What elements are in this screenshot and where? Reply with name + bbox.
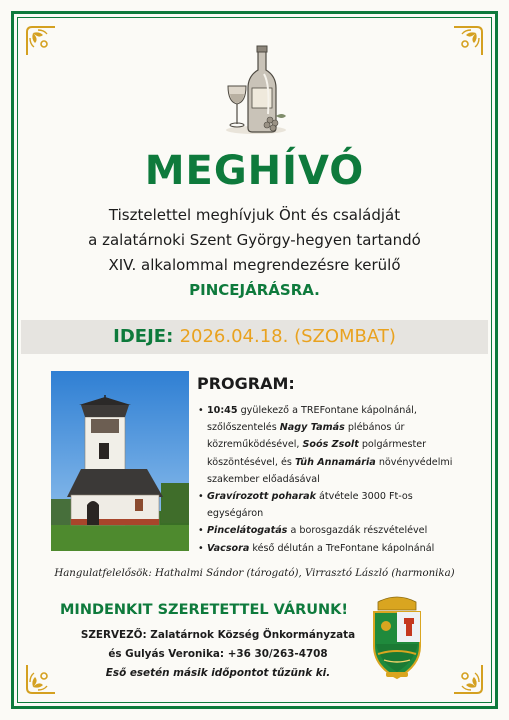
corner-ornament-icon	[24, 662, 58, 696]
corner-ornament-icon	[24, 24, 58, 58]
intro-line: XIV. alkalommal megrendezésre kerülő	[108, 256, 401, 274]
organizer-contact: és Gulyás Veronika: +36 30/263-4708	[108, 648, 328, 660]
program-item: • 10:45 gyülekező a TREFontane kápolnánál, szőlőszentelés Nagy Tamás plébános úr közreműködésével, Soós Zsolt polgármester köszöntésével, és Tüh Annamária növényvédelmi szakember előadásával	[198, 402, 470, 488]
welcome-message: MINDENKIT SZERETETTEL VÁRUNK!	[60, 602, 349, 618]
corner-ornament-icon	[451, 662, 485, 696]
date-label: IDEJE:	[113, 326, 174, 347]
program-item: • Gravírozott poharak átvétele 3000 Ft-os egységáron	[198, 488, 470, 522]
page-title: MEGHÍVÓ	[144, 148, 365, 194]
intro-event-name: PINCEJÁRÁSRA.	[189, 281, 320, 299]
intro-line: Tisztelettel meghívjuk Önt és családját	[108, 206, 401, 224]
intro-text	[40, 203, 469, 303]
intro-line: a zalatárnoki Szent György-hegyen tartandó	[88, 231, 421, 249]
program-title: PROGRAM:	[197, 374, 295, 393]
program-item: • Pincelátogatás a borosgazdák részvételével	[198, 522, 470, 539]
chapel-photo	[51, 371, 189, 551]
program-item: • Vacsora késő délután a TreFontane kápolnánál	[198, 540, 470, 557]
corner-ornament-icon	[451, 24, 485, 58]
rain-note: Eső esetén másik időpontot tűzünk ki.	[105, 667, 331, 679]
musicians-line: Hangulatfelelősök: Hathalmi Sándor (tárogató), Virrasztó László (harmonika)	[54, 568, 455, 579]
wine-bottle-icon	[220, 44, 290, 136]
date-band	[21, 320, 488, 354]
organizer-line: SZERVEZŐ: Zalatárnok Község Önkormányzata	[80, 629, 356, 641]
program-list	[198, 402, 470, 557]
date-value: 2026.04.18. (SZOMBAT)	[179, 326, 396, 347]
coat-of-arms-icon	[368, 594, 426, 680]
organizer-info	[80, 626, 356, 683]
